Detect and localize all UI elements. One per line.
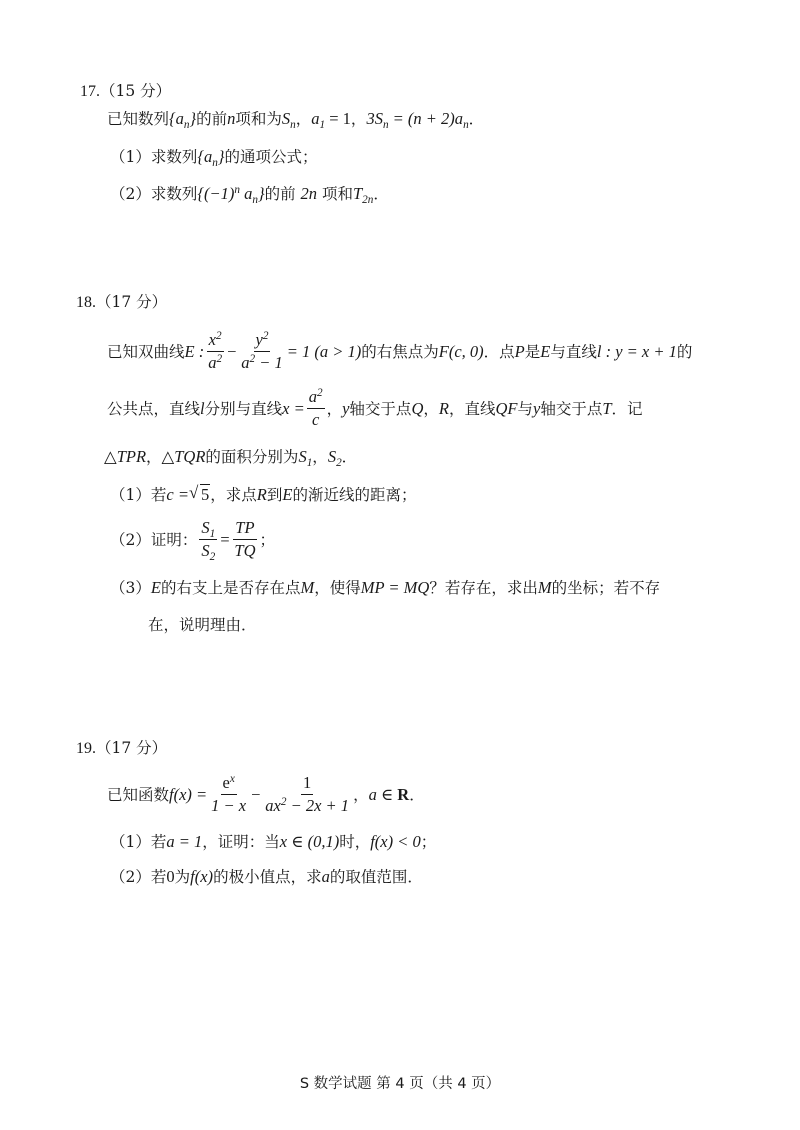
q19-math: f(x) < 0 [370, 832, 421, 851]
q18-text: 到 [266, 486, 283, 504]
q17-stem-math: $3S_n = (n + 2)a_n$ [366, 109, 469, 131]
q19-math: x ∈ (0,1) [279, 832, 340, 851]
q19-math: f(x) [190, 867, 214, 886]
q18-text: 与直线 [550, 342, 597, 361]
q18-text: ， [423, 399, 439, 418]
q18-fraction-tp-tq: $\frac{TP}{TQ}$ [234, 518, 256, 560]
q17-part2-text: 项和 [317, 185, 353, 203]
q18-math: y [533, 398, 541, 418]
q17-header [80, 80, 171, 103]
q18-math: △TQR [161, 447, 206, 466]
q18-math: E [540, 341, 551, 361]
q18-math: QF [495, 398, 518, 418]
q18-math: M [300, 578, 315, 597]
q17-part2-text: ． [373, 185, 389, 203]
q18-text: ．记 [611, 399, 643, 418]
q19-number: 19. [76, 740, 96, 757]
q19-part1-label: （1） [110, 833, 151, 851]
q17-part2 [110, 183, 389, 205]
q18-text: 轴交于点 [349, 399, 412, 418]
q18-text: ； [259, 530, 275, 549]
q18-part2-label: （2） [110, 530, 151, 549]
q19-text: 若 [150, 868, 167, 886]
q19-text: 若 [150, 833, 167, 851]
q18-math: M [537, 578, 552, 597]
q17-part2-text: 的前 [264, 185, 301, 203]
q19-math: a = 1 [166, 832, 203, 851]
q18-text: 若 [150, 486, 167, 504]
q17-stem-text: 已知数列 [107, 110, 170, 128]
q19-math: a [321, 867, 330, 886]
q19-fraction-1-quadratic: $\frac{1}{ax^2 - 2x + 1}$ [265, 773, 350, 815]
q17-part2-math: 2n [300, 184, 318, 203]
q19-math: 0 [166, 867, 175, 886]
q19-part1 [110, 831, 436, 853]
q19-text: ， [353, 785, 369, 804]
q18-text: 的渐近线的距离； [292, 486, 417, 504]
q17-part2-math: $T_{2n}$ [352, 184, 374, 206]
q19-text: ． [409, 785, 425, 804]
q18-math: R [438, 398, 449, 418]
q18-math: l [200, 398, 205, 418]
q17-part2-label: （2） [110, 185, 151, 203]
q19-math: − [250, 784, 262, 804]
q18-text: ，求点 [210, 486, 257, 504]
q17-stem-text: ， [350, 110, 367, 128]
q19-text: ； [420, 833, 437, 851]
q17-stem [107, 108, 484, 130]
sqrt-symbol: √ 5 [189, 484, 210, 506]
q19-math: f(x) = [169, 784, 208, 804]
q17-part1-text: 求数列 [150, 148, 198, 166]
q18-line3 [104, 446, 357, 468]
q18-text: 已知双曲线 [107, 342, 185, 361]
q17-stem-text: 项和为 [235, 110, 282, 128]
q17-stem-math: $S_n$ [281, 109, 296, 131]
q18-math: Q [411, 398, 424, 418]
q18-math: c = [166, 485, 189, 504]
q17-part1-label: （1） [110, 148, 151, 166]
q17-part1 [110, 146, 317, 168]
q18-text: ， [312, 448, 328, 466]
q19-text: 时， [339, 833, 371, 851]
q18-text: 的面积分别为 [205, 448, 299, 466]
q18-text: ？若存在，求出 [429, 579, 538, 597]
q18-math: = 1 (a > 1) [286, 341, 362, 361]
q17-part2-text: 求数列 [150, 185, 198, 203]
q18-math: R [256, 485, 267, 504]
q18-math: P [514, 341, 525, 361]
q18-number: 18. [76, 294, 96, 311]
q19-part2 [110, 866, 423, 888]
q18-text: ，使得 [314, 579, 361, 597]
q18-score: （17 分） [96, 293, 168, 311]
q18-fraction-y2: $\frac{y^2}{a^2 - 1}$ [241, 329, 283, 372]
q18-text: 与 [517, 399, 533, 418]
q18-text: 分别与直线 [204, 399, 283, 418]
q18-text: 是 [524, 342, 541, 361]
q18-text: 公共点，直线 [107, 399, 201, 418]
q17-part1-math: $\{a_n\}$ [197, 147, 225, 169]
q19-header [76, 737, 167, 760]
q19-part2-label: （2） [110, 868, 151, 886]
q17-part2-math: {$(-1)^n$ $a_n$} [197, 183, 265, 206]
q17-part1-text: 的通项公式； [224, 148, 318, 166]
q18-part1-label: （1） [110, 486, 151, 504]
q18-text: 的坐标；若不存 [551, 579, 661, 597]
q18-part3 [110, 577, 660, 599]
q18-math: F(c, 0) [438, 341, 484, 361]
q17-stem-math: $a_1 = 1$ [311, 109, 351, 131]
q17-stem-math: $\{a_n\}$ [169, 109, 197, 131]
q18-text: 证明： [150, 530, 198, 549]
q18-math: x = [282, 398, 305, 418]
q18-header [76, 291, 167, 314]
q18-math: E : [184, 341, 205, 361]
q18-text: 的右支上是否存在点 [160, 579, 301, 597]
q17-stem-text: 的前 [196, 110, 228, 128]
q18-math: $S_2$ [327, 447, 342, 469]
q18-math: E [150, 578, 161, 597]
q18-math: E [282, 485, 293, 504]
q19-fraction-ex: $\frac{e^x}{1 - x}$ [211, 772, 247, 815]
q18-text: ， [326, 399, 343, 418]
q18-math: l : y = x + 1 [596, 341, 677, 361]
q18-math: $S_1$ [298, 447, 313, 469]
q17-stem-text: ． [468, 110, 485, 128]
q18-fraction-x2-a2: $\frac{x^2}{a^2}$ [208, 329, 223, 372]
q18-math: T [602, 398, 612, 418]
q17-stem-text: ， [295, 110, 312, 128]
q19-text: 为 [174, 868, 191, 886]
q18-math: = [219, 529, 231, 549]
q19-math: a ∈ R [368, 784, 410, 804]
q18-part3-cont [148, 614, 257, 636]
q18-text: 的右焦点为 [361, 342, 439, 361]
q18-math: MP = MQ [360, 578, 430, 597]
q18-math: − [226, 341, 238, 361]
q18-fraction-a2-c: $\frac{a^2}{c}$ [308, 386, 323, 429]
q17-number: 17. [80, 83, 100, 100]
q18-math: △TPR [104, 447, 147, 466]
q18-text: ，直线 [448, 399, 496, 418]
q18-part3-label: （3） [110, 579, 151, 597]
q18-line2 [107, 387, 643, 430]
q18-line1 [107, 330, 692, 373]
q18-part1 [110, 484, 416, 506]
q18-text: 在，说明理由． [148, 616, 257, 634]
q18-fraction-s1-s2: $\frac{S_1}{S_2}$ [201, 518, 216, 563]
q18-text: ． [341, 448, 358, 466]
q18-part2 [110, 518, 275, 561]
q17-stem-math: n [227, 109, 236, 128]
q19-score: （17 分） [96, 739, 168, 757]
q18-math: y [342, 398, 350, 418]
q18-text: ， [146, 448, 162, 466]
q19-text: 的极小值点，求 [213, 868, 322, 886]
q19-text: 已知函数 [107, 785, 170, 804]
q19-text: 的取值范围． [329, 868, 423, 886]
q17-score: （15 分） [100, 82, 172, 100]
q18-text: ．点 [483, 342, 515, 361]
q18-text: 轴交于点 [540, 399, 603, 418]
page-footer: S 数学试题 第 4 页（共 4 页） [299, 1076, 501, 1092]
q18-text: 的 [676, 342, 693, 361]
q19-text: ，证明：当 [202, 833, 280, 851]
q19-stem [107, 773, 425, 816]
